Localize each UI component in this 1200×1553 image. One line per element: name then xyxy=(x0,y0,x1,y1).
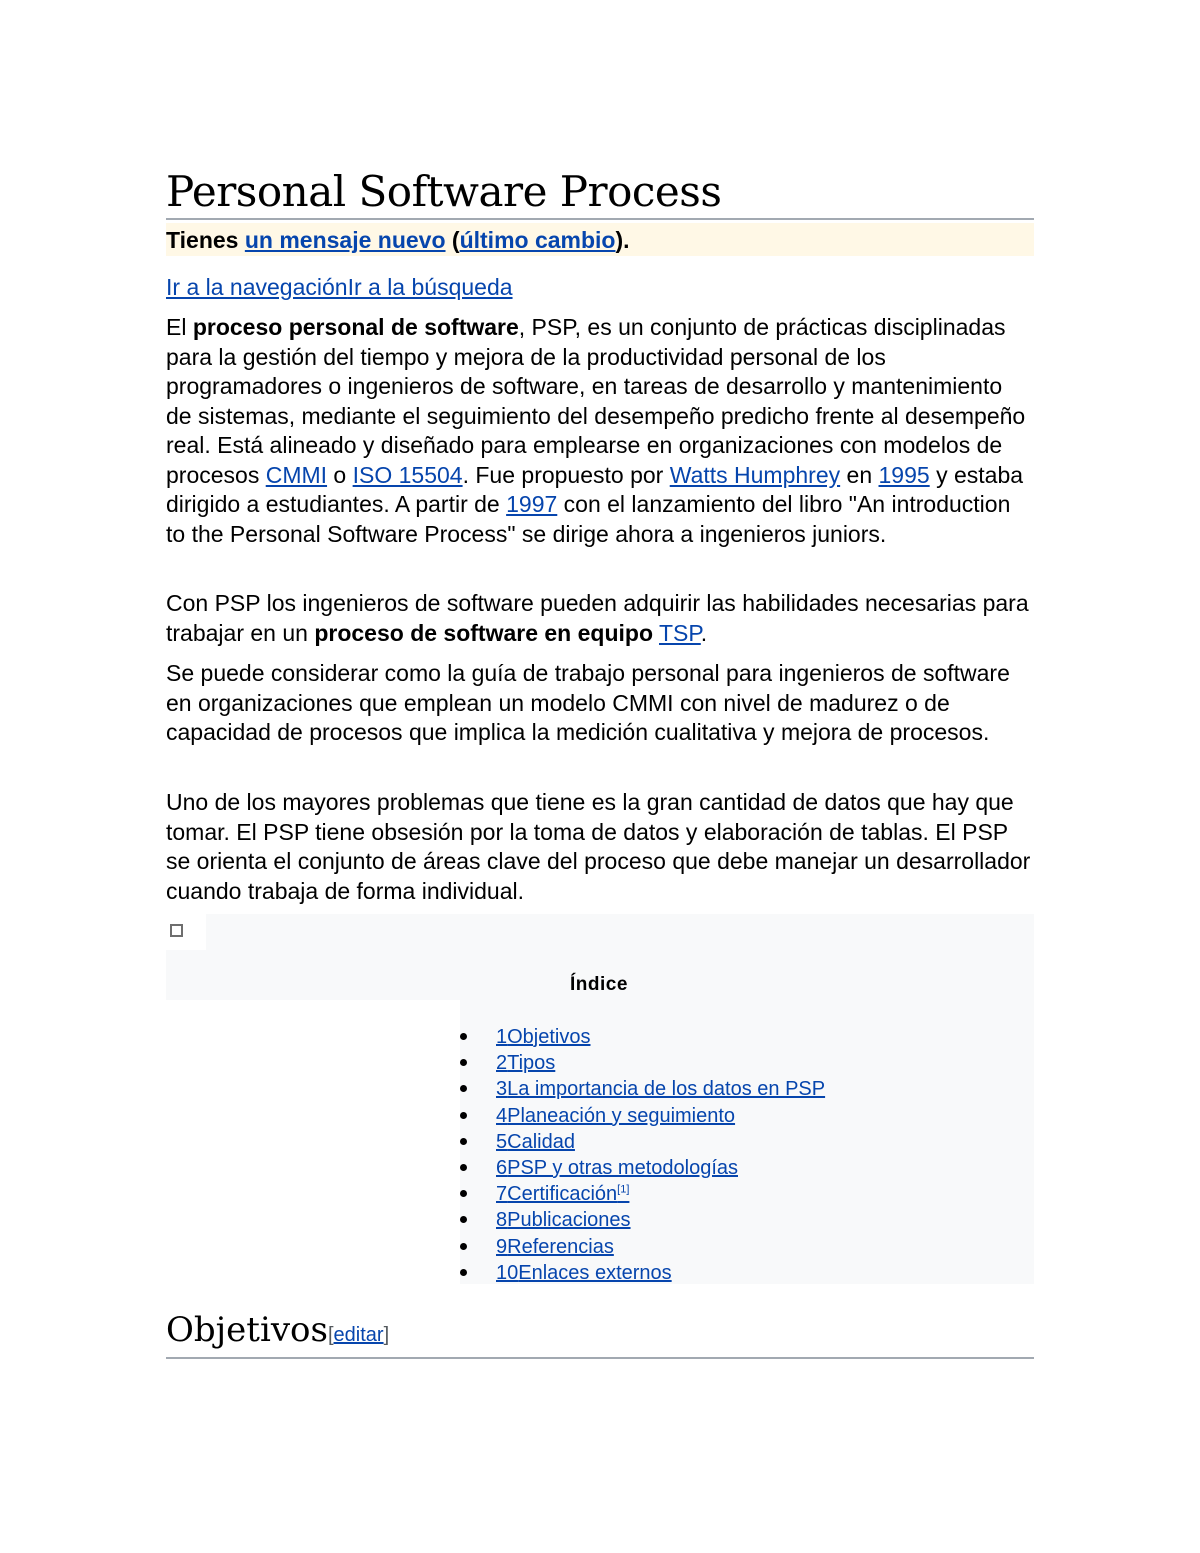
message-close-paren: ). xyxy=(615,227,630,253)
toc-number: 3 xyxy=(496,1078,508,1101)
cmmi-link[interactable]: CMMI xyxy=(265,461,328,488)
toc-link-publicaciones[interactable] xyxy=(496,1209,631,1231)
toc-link-objetivos[interactable] xyxy=(496,1026,591,1048)
toc-number: 1 xyxy=(496,1026,508,1048)
toc-item-referencias xyxy=(460,1234,825,1260)
toc-number: 8 xyxy=(496,1209,508,1232)
problems-paragraph: Uno de los mayores problemas que tiene es la gran cantidad de datos que hay que tomar. El PSP tiene obsesión por la toma de datos y elaboración de tablas. El PSP se orienta el conjunto de áreas clave del proceso que debe manejar un desarrollador cuando trabaja de forma individual. xyxy=(166,789,1031,904)
p1-text-1: El xyxy=(166,314,193,340)
new-message-banner xyxy=(166,223,1034,256)
p2-text-3: . xyxy=(700,619,708,646)
iso-15504-link[interactable]: ISO 15504 xyxy=(352,461,463,488)
toc-item-tipos xyxy=(460,1050,825,1076)
toc-label: Referencias xyxy=(507,1235,614,1258)
toc-link-referencias[interactable] xyxy=(496,1236,614,1258)
last-change-link[interactable]: último cambio xyxy=(459,227,616,253)
new-message-link[interactable]: un mensaje nuevo xyxy=(244,227,446,253)
section-heading-objetivos xyxy=(166,1308,1034,1359)
team-process-paragraph xyxy=(166,589,1034,648)
toc-link-importancia-datos[interactable] xyxy=(496,1078,825,1100)
edit-bracket-close: ] xyxy=(383,1324,390,1346)
toc-label: PSP y otras metodologías xyxy=(507,1156,738,1179)
year-1995-link[interactable]: 1995 xyxy=(878,461,930,488)
bullet-icon xyxy=(460,1164,467,1171)
toc-item-calidad xyxy=(460,1129,825,1155)
edit-bracket-open: [ xyxy=(327,1324,334,1346)
bullet-icon xyxy=(460,1033,467,1040)
toc-number: 5 xyxy=(496,1130,508,1153)
skip-to-search-link[interactable]: Ir a la búsqueda xyxy=(347,274,513,300)
bullet-icon xyxy=(460,1112,467,1119)
p1-text-2: , PSP, es un conjunto de prácticas disciplinadas para la gestión del tiempo y mejora de la productividad personal de los programadores o ingenieros de software, en tareas de desarrollo y mantenimiento de sistemas, mediante el seguimiento del desempeño predicho frente al desempeño real. Está alineado y diseñado para emplearse en organizaciones con modelos de procesos xyxy=(166,314,1026,488)
toc-item-certificacion xyxy=(460,1181,825,1207)
toc-item-publicaciones xyxy=(460,1207,825,1233)
bullet-icon xyxy=(460,1216,467,1223)
watts-humphrey-link[interactable]: Watts Humphrey xyxy=(669,461,841,488)
toc-label: Enlaces externos xyxy=(518,1261,672,1284)
bullet-icon xyxy=(460,1059,467,1066)
message-open-paren: ( xyxy=(445,227,460,253)
toc-number: 6 xyxy=(496,1156,508,1179)
p1-text-6: y estaba dirigido a estudiantes. A partir de xyxy=(166,461,1024,517)
toc-list xyxy=(460,1024,825,1286)
toc-link-certificacion[interactable] xyxy=(496,1183,629,1205)
toc-label: Publicaciones xyxy=(507,1209,631,1232)
page-title: Personal Software Process xyxy=(166,166,1034,220)
toc-number: 2 xyxy=(496,1052,508,1075)
toc-link-metodologias[interactable] xyxy=(496,1157,738,1179)
toc-item-objetivos xyxy=(460,1024,825,1050)
toc-label: Calidad xyxy=(507,1130,575,1153)
table-of-contents xyxy=(166,914,1034,1284)
p1-bold-term: proceso personal de software xyxy=(192,314,519,340)
year-1997-link[interactable]: 1997 xyxy=(506,491,558,517)
toc-item-enlaces-externos xyxy=(460,1260,825,1286)
toc-title: Índice xyxy=(570,974,628,995)
message-prefix: Tienes xyxy=(166,227,245,253)
tsp-link[interactable]: TSP xyxy=(659,619,701,646)
p2-text-1: Con PSP los ingenieros de software pueden adquirir las habilidades necesarias para trabajar en un xyxy=(166,590,1029,646)
toc-toggle-checkbox[interactable] xyxy=(170,924,183,937)
toc-number: 7 xyxy=(496,1183,508,1206)
section-heading-text: Objetivos xyxy=(166,1310,328,1350)
edit-section xyxy=(328,1324,389,1346)
p1-text-7: con el lanzamiento del libro "An introduction to the Personal Software Process" se dirige ahora a ingenieros juniors. xyxy=(166,491,1011,547)
toc-label: La importancia de los datos en PSP xyxy=(507,1078,826,1101)
edit-section-link[interactable]: editar xyxy=(333,1324,384,1346)
p1-text-5: en xyxy=(840,461,879,488)
toc-item-metodologias xyxy=(460,1155,825,1181)
skip-to-navigation-link[interactable]: Ir a la navegación xyxy=(166,274,348,300)
bullet-icon xyxy=(460,1269,467,1276)
p2-bold-term: proceso de software en equipo xyxy=(314,619,654,646)
p1-text-3: o xyxy=(327,461,353,488)
toc-label: Certificación xyxy=(507,1183,618,1206)
bullet-icon xyxy=(460,1138,467,1145)
toc-number: 10 xyxy=(496,1261,519,1284)
intro-paragraph xyxy=(166,313,1034,549)
toc-label: Objetivos xyxy=(507,1026,591,1048)
guide-paragraph: Se puede considerar como la guía de trabajo personal para ingenieros de software en organizaciones que emplean un modelo CMMI con nivel de madurez o de capacidad de procesos que implica la medición cualitativa y mejora de procesos. xyxy=(166,660,1010,745)
toc-link-tipos[interactable] xyxy=(496,1052,555,1074)
toc-item-planeacion xyxy=(460,1103,825,1129)
toc-label: Planeación y seguimiento xyxy=(507,1104,736,1127)
toc-background-left xyxy=(166,950,206,1000)
bullet-icon xyxy=(460,1190,467,1197)
toc-label: Tipos xyxy=(507,1052,556,1075)
toc-link-enlaces-externos[interactable] xyxy=(496,1262,672,1284)
toc-link-planeacion[interactable] xyxy=(496,1105,735,1127)
bullet-icon xyxy=(460,1243,467,1250)
reference-superscript: [1] xyxy=(617,1183,630,1196)
toc-number: 9 xyxy=(496,1235,508,1258)
p1-text-4: . Fue propuesto por xyxy=(462,461,670,488)
toc-link-calidad[interactable] xyxy=(496,1131,575,1153)
toc-item-importancia-datos xyxy=(460,1076,825,1102)
skip-links xyxy=(166,270,513,304)
toc-number: 4 xyxy=(496,1104,508,1127)
bullet-icon xyxy=(460,1085,467,1092)
